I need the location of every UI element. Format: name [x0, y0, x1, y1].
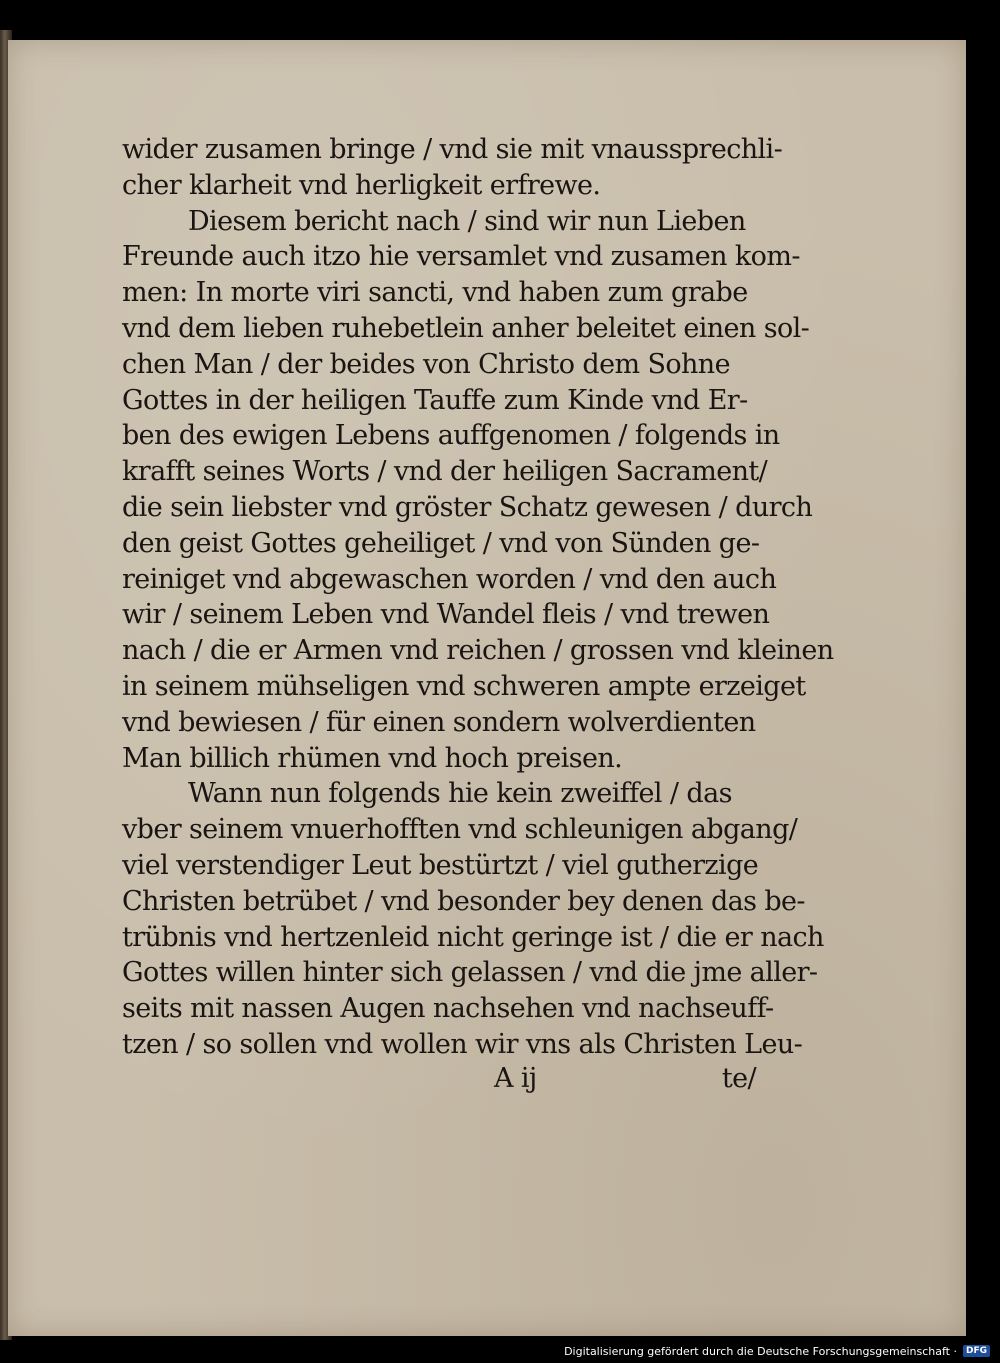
- page-footer: [122, 1063, 762, 1101]
- text-line: vber seinem vnuerhofften vnd schleunigen abgang/: [122, 814, 798, 846]
- text-line: tzen / so sollen vnd wollen wir vns als Christen Leu-: [122, 1028, 803, 1060]
- text-line: Diesem bericht nach / sind wir nun Lieben: [188, 205, 746, 237]
- signature-mark: A ij: [494, 1062, 537, 1094]
- book-page: [8, 40, 966, 1336]
- text-line: men: In morte viri sancti, vnd haben zum grabe: [122, 277, 748, 309]
- text-line: den geist Gottes geheiliget / vnd von Sünden ge-: [122, 527, 760, 559]
- text-line: Freunde auch itzo hie versamlet vnd zusamen kom-: [122, 241, 800, 273]
- text-line: cher klarheit vnd herligkeit erfrewe.: [122, 169, 601, 201]
- text-line: Man billich rhümen vnd hoch preisen.: [122, 742, 623, 774]
- text-line: Wann nun folgends hie kein zweiffel / das: [188, 778, 732, 810]
- text-line: seits mit nassen Augen nachsehen vnd nachseuff-: [122, 993, 774, 1025]
- funding-credit: Digitalisierung gefördert durch die Deutsche Forschungsgemeinschaft ·: [564, 1344, 957, 1358]
- text-line: wir / seinem Leben vnd Wandel fleis / vnd trewen: [122, 599, 770, 631]
- text-line: trübnis vnd hertzenleid nicht geringe ist / die er nach: [122, 921, 824, 953]
- text-line: reiniget vnd abgewaschen worden / vnd den auch: [122, 563, 777, 595]
- text-line: ben des ewigen Lebens auffgenomen / folgends in: [122, 420, 780, 452]
- text-line: viel verstendiger Leut bestürtzt / viel gutherzige: [122, 849, 759, 881]
- text-line: Gottes in der heiligen Tauffe zum Kinde vnd Er-: [122, 384, 748, 416]
- text-line: nach / die er Armen vnd reichen / grossen vnd kleinen: [122, 635, 834, 667]
- text-line: wider zusamen bringe / vnd sie mit vnaussprechli-: [122, 134, 783, 165]
- catchword: te/: [721, 1062, 756, 1094]
- text-line: Christen betrübet / vnd besonder bey denen das be-: [122, 885, 805, 917]
- text-line: in seinem mühseligen vnd schweren ampte erzeiget: [122, 670, 806, 702]
- text-line: Gottes willen hinter sich gelassen / vnd die jme aller-: [122, 957, 818, 989]
- text-line: vnd bewiesen / für einen sondern wolverdienten: [122, 706, 756, 738]
- text-line: die sein liebster vnd gröster Schatz gewesen / durch: [122, 491, 813, 523]
- dfg-logo: DFG: [963, 1345, 990, 1357]
- credit-bar: [564, 1343, 990, 1359]
- text-line: vnd dem lieben ruhebetlein anher beleitet einen sol-: [122, 312, 810, 344]
- text-line: chen Man / der beides von Christo dem Sohne: [122, 348, 730, 380]
- body-text: [122, 132, 834, 1101]
- text-line: krafft seines Worts / vnd der heiligen Sacrament/: [122, 456, 768, 488]
